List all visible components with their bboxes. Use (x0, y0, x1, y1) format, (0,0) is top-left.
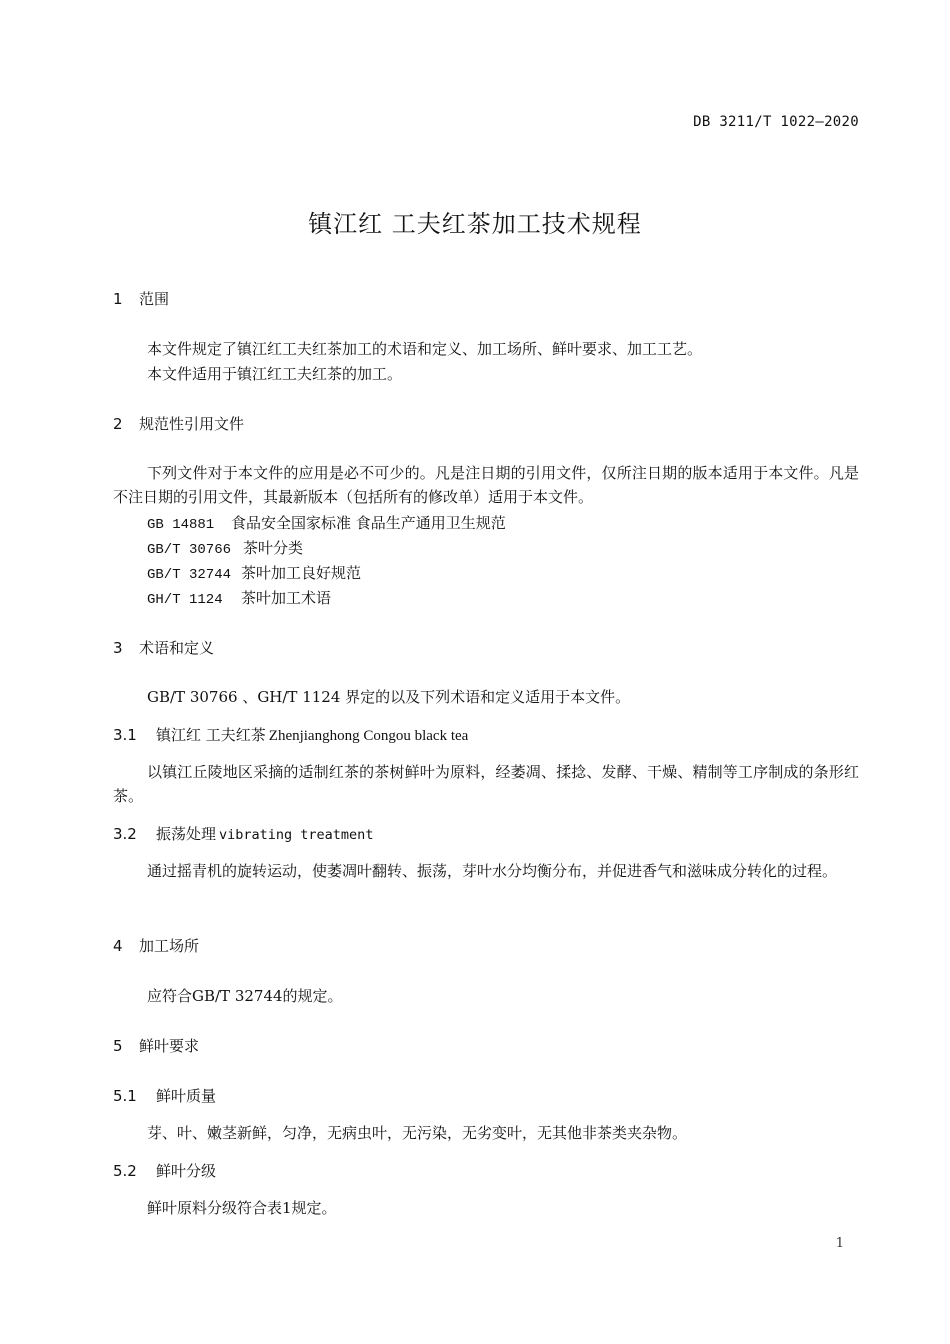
subsection-5-1-paragraph: 芽、叶、嫩茎新鲜，匀净，无病虫叶，无污染，无劣变叶，无其他非茶类夹杂物。 (147, 1124, 688, 1142)
reference-item (147, 562, 361, 583)
section-title: 鲜叶要求 (139, 1037, 200, 1055)
term-title: 镇江红 工夫红茶 (156, 726, 266, 744)
section-title: 加工场所 (139, 937, 200, 955)
document-title: 镇江红 工夫红茶加工技术规程 (308, 210, 642, 238)
subsection-number: 5.2 (113, 1162, 137, 1180)
section-2-intro: 下列文件对于本文件的应用是必不可少的。凡是注日期的引用文件，仅所注日期的版本适用于本文件。凡是不注日期的引用文件，其最新版本（包括所有的修改单）适用于本文件。 (113, 464, 859, 506)
reference-title: 茶叶分类 (243, 539, 304, 557)
subsection-title: 鲜叶分级 (156, 1162, 217, 1180)
section-3-intro: GB/T 30766 、GH/T 1124 界定的以及下列术语和定义适用于本文件。 (147, 688, 631, 706)
term-number: 3.2 (113, 825, 137, 843)
term-title: 振荡处理 (156, 825, 217, 843)
term-number: 3.1 (113, 726, 137, 744)
section-title: 规范性引用文件 (139, 415, 245, 433)
term-3-2-heading (113, 823, 373, 844)
reference-code: GH/T 1124 (147, 592, 223, 608)
section-number: 3 (113, 639, 123, 657)
section-number: 1 (113, 290, 123, 308)
term-3-1-definition: 以镇江丘陵地区采摘的适制红茶的茶树鲜叶为原料，经萎凋、揉捻、发酵、干燥、精制等工序制成的条形红茶。 (113, 763, 859, 805)
term-3-1-heading (113, 724, 468, 745)
section-title: 范围 (139, 290, 170, 308)
reference-title: 茶叶加工术语 (241, 589, 332, 607)
reference-code: GB/T 30766 (147, 542, 232, 558)
subsection-title: 鲜叶质量 (156, 1087, 217, 1105)
reference-item (147, 587, 331, 608)
reference-title: 茶叶加工良好规范 (241, 564, 362, 582)
section-4-heading (113, 935, 199, 956)
section-1-paragraph-2: 本文件适用于镇江红工夫红茶的加工。 (147, 365, 403, 383)
section-title: 术语和定义 (139, 639, 215, 657)
section-3-heading (113, 637, 214, 658)
reference-code: GB/T 32744 (147, 567, 232, 583)
reference-item (147, 537, 303, 558)
section-number: 2 (113, 415, 123, 433)
term-3-2-definition: 通过摇青机的旋转运动，使萎凋叶翻转、振荡，芽叶水分均衡分布，并促进香气和滋味成分转化的过程。 (147, 862, 838, 880)
section-1-paragraph-1: 本文件规定了镇江红工夫红茶加工的术语和定义、加工场所、鲜叶要求、加工工艺。 (147, 340, 703, 358)
reference-title: 食品安全国家标准 食品生产通用卫生规范 (231, 514, 506, 532)
section-number: 5 (113, 1037, 123, 1055)
subsection-5-1-heading (113, 1085, 216, 1106)
page-number: 1 (835, 1236, 844, 1251)
subsection-5-2-heading (113, 1160, 216, 1181)
standard-code: DB 3211/T 1022—2020 (693, 114, 859, 130)
section-number: 4 (113, 937, 123, 955)
section-2-heading (113, 413, 244, 434)
section-4-paragraph: 应符合GB/T 32744的规定。 (147, 987, 343, 1005)
section-1-heading (113, 288, 169, 309)
reference-code: GB 14881 (147, 517, 215, 533)
term-english: vibrating treatment (219, 827, 374, 843)
reference-item (147, 512, 506, 533)
section-5-heading (113, 1035, 199, 1056)
subsection-number: 5.1 (113, 1087, 137, 1105)
term-english: Zhenjianghong Congou black tea (268, 728, 469, 744)
subsection-5-2-paragraph: 鲜叶原料分级符合表1规定。 (147, 1199, 337, 1217)
